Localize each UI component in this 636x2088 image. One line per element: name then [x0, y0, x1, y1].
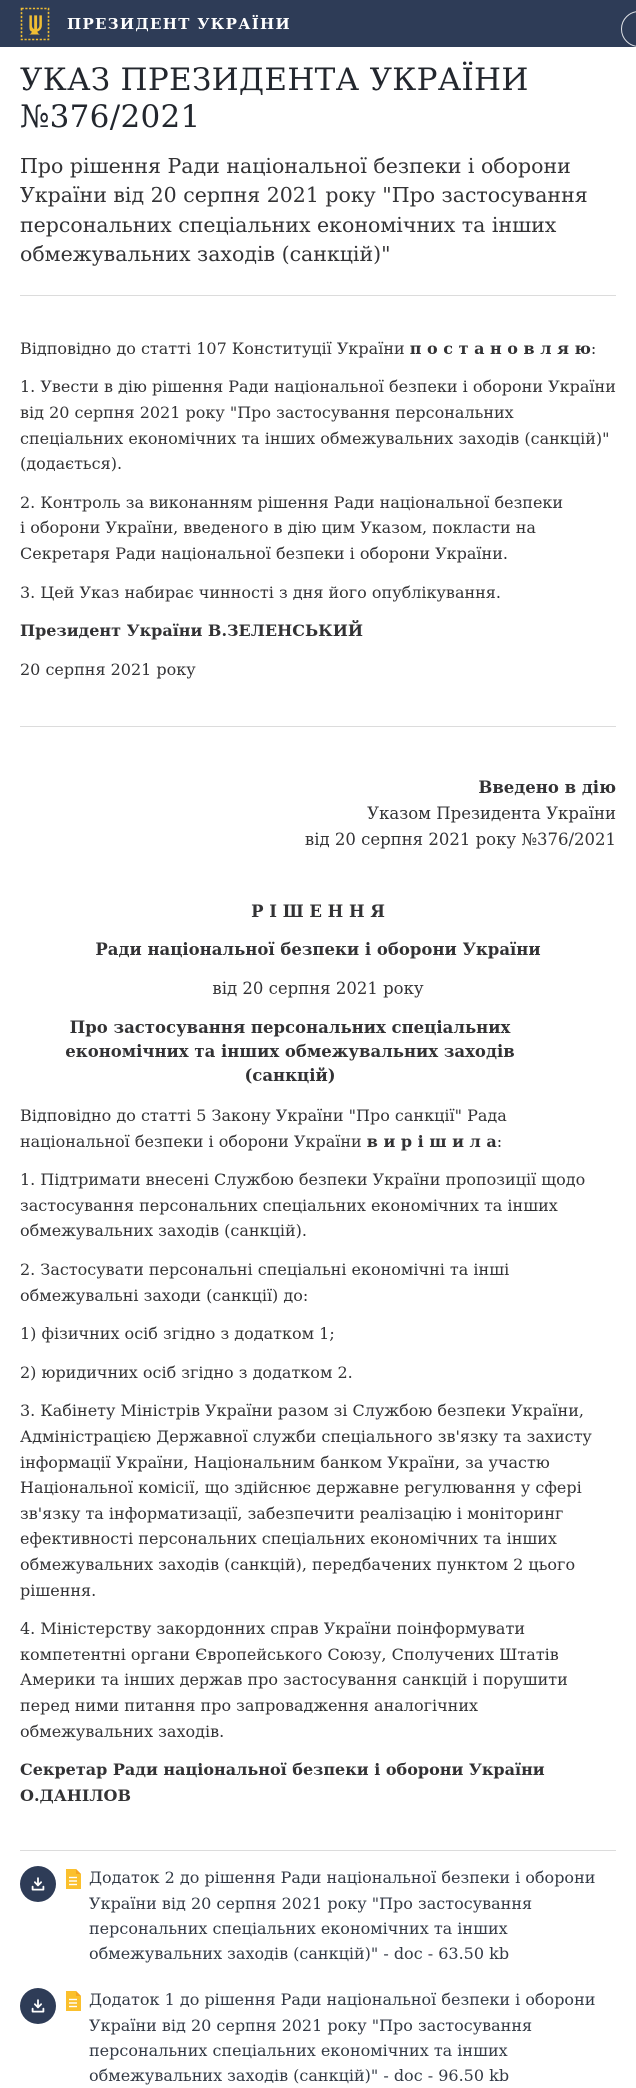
decree-intro-emphasis: п о с т а н о в л я ю: [409, 338, 591, 358]
attachment-row: [20, 1865, 616, 1966]
decision-paragraph-3: 3. Кабінету Міністрів України разом зі Службою безпеки України, Адміністрацією Державної служби спеціального зв'язку та захисту інформації України, Національним банком України, за участю Національної комісії, що здійснює державне регулювання у сфері зв'язку та інформатизації, забезпечити реалізацію і моніторинг ефективності персональних спеціальних економічних та інших обмежувальних заходів (санкцій), передбачених пунктом 2 цього рішення.: [20, 1401, 592, 1600]
download-icon: [30, 1876, 46, 1892]
attachment-row: [20, 1987, 616, 2088]
doc-file-icon: [65, 1869, 81, 1893]
decision-intro: [20, 1103, 616, 1154]
decision-paragraph-2: 2. Застосувати персональні спеціальні економічні та інші обмежувальні заходи (санкції) до:: [20, 1260, 510, 1305]
decision-intro-suffix: :: [496, 1131, 503, 1151]
download-button[interactable]: [20, 1988, 56, 2024]
site-header: [0, 0, 636, 47]
decree-paragraph-2-line-1: 2. Контроль за виконанням рішення Ради національної безпеки: [20, 492, 564, 512]
decree-intro-prefix: Відповідно до статті 107 Конституції України: [20, 338, 410, 358]
decree-paragraph-2: [20, 490, 616, 567]
divider: [20, 295, 616, 296]
decree-date: 20 серпня 2021 року: [20, 659, 196, 679]
download-button[interactable]: [20, 1866, 56, 1902]
attachment-link[interactable]: Додаток 1 до рішення Ради національної безпеки і оборони України від 20 серпня 2021 року "Про застосування персональних спеціальних економічних та інших обмежувальних заходів (санкцій)" - doc - 96.50 kb: [89, 1990, 596, 2086]
page-title: УКАЗ ПРЕЗИДЕНТА УКРАЇНИ №376/2021: [20, 62, 529, 136]
attachment-link[interactable]: Додаток 2 до рішення Ради національної безпеки і оборони України від 20 серпня 2021 року "Про застосування персональних спеціальних економічних та інших обмежувальних заходів (санкцій)" - doc - 63.50 kb: [89, 1868, 596, 1964]
search-circle-icon[interactable]: [621, 11, 636, 47]
decision-intro-emphasis: в и р і ш и л а: [366, 1131, 497, 1151]
president-signature: Президент України В.ЗЕЛЕНСЬКИЙ: [20, 621, 363, 641]
decision-heading-block: [20, 900, 616, 1089]
enactment-line-3: від 20 серпня 2021 року №376/2021: [304, 830, 616, 850]
decree-paragraph-1: 1. Увести в дію рішення Ради національної безпеки і оборони України від 20 серпня 2021 року "Про застосування персональних спеціальних економічних та інших обмежувальних заходів (санкцій)" (додається).: [20, 377, 616, 474]
decree-subtitle: Про рішення Ради національної безпеки і оборони України від 20 серпня 2021 року "Про застосування персональних спеціальних економічних та інших обмежувальних заходів (санкцій)": [20, 154, 588, 266]
decision-subitem-2: 2) юридичних осіб згідно з додатком 2.: [20, 1362, 353, 1382]
decision-date-line: від 20 серпня 2021 року: [212, 979, 424, 999]
decision-heading: Р І Ш Е Н Н Я: [251, 901, 385, 921]
decree-intro: [20, 336, 616, 362]
doc-file-icon: [65, 1991, 81, 2015]
divider: [20, 1850, 616, 1851]
coat-of-arms-tryzub-icon[interactable]: [20, 7, 50, 41]
enactment-line-2: Указом Президента України: [367, 804, 616, 824]
enactment-block: [20, 775, 616, 853]
secretary-signature: Секретар Ради національної безпеки і оборони України О.ДАНІЛОВ: [20, 1760, 545, 1805]
document-body: [0, 62, 636, 2088]
site-name[interactable]: ПРЕЗИДЕНТ УКРАЇНИ: [67, 14, 291, 33]
decision-paragraph-1: 1. Підтримати внесені Службою безпеки України пропозиції щодо застосування персональних спеціальних економічних та інших обмежувальних заходів (санкцій).: [20, 1170, 586, 1241]
decision-subheading: Ради національної безпеки і оборони України: [95, 940, 541, 960]
enactment-line-1: Введено в дію: [478, 778, 616, 798]
decision-paragraph-4: 4. Міністерству закордонних справ України поінформувати компетентні органи Європейського Союзу, Сполучених Штатів Америки та інших держав про застосування санкцій і порушити перед ними питання про запровадження аналогічних обмежувальних заходів.: [20, 1619, 568, 1741]
decree-intro-suffix: :: [590, 338, 597, 358]
decision-intro-prefix: Відповідно до статті 5 Закону України "Про санкції" Рада національної безпеки і оборони України: [20, 1106, 507, 1151]
decision-subitem-1: 1) фізичних осіб згідно з додатком 1;: [20, 1324, 335, 1344]
divider: [20, 726, 616, 727]
decree-paragraph-2-line-2: і оборони України, введеного в дію цим Указом, покласти на Секретаря Ради національної безпеки і оборони України.: [20, 518, 536, 563]
decision-title: Про застосування персональних спеціальних економічних та інших обмежувальних заходів (санкцій): [65, 1018, 515, 1086]
attachments-list: [20, 1865, 616, 2088]
decree-paragraph-3: 3. Цей Указ набирає чинності з дня його опублікування.: [20, 582, 501, 602]
download-icon: [30, 1998, 46, 2014]
